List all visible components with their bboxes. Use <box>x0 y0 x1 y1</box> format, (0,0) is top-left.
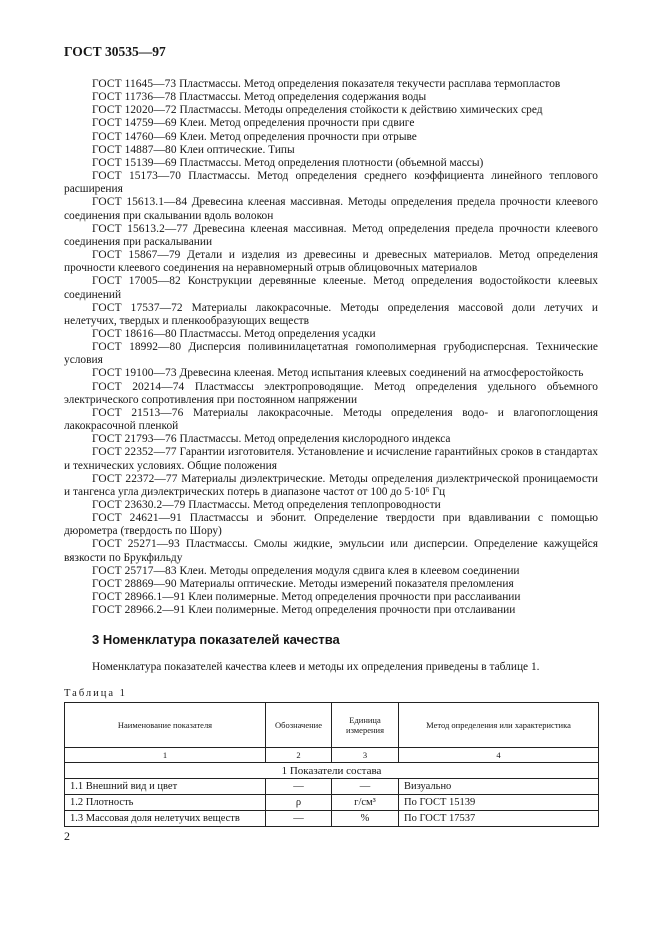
reference-item: ГОСТ 28966.1—91 Клеи полимерные. Метод определения прочности при расслаивании <box>92 591 521 604</box>
page-number: 2 <box>64 829 70 843</box>
cell-method: Визуально <box>399 779 599 795</box>
reference-item: ГОСТ 15173—70 Пластмассы. Метод определения среднего коэффициента линейного теплового расширения <box>64 170 598 196</box>
col-number: 2 <box>266 748 332 763</box>
cell-symbol: ρ <box>266 795 332 811</box>
reference-item: ГОСТ 22352—77 Гарантии изготовителя. Установление и исчисление гарантийных сроков в стандартах и технических условиях. Общие положения <box>64 446 598 472</box>
reference-item: ГОСТ 25717—83 Клеи. Методы определения модуля сдвига клея в клеевом соединении <box>92 564 520 577</box>
reference-item: ГОСТ 24621—91 Пластмассы и эбонит. Определение твердости при вдавливании с помощью дюрометра (твердость по Шору) <box>64 512 598 538</box>
col-number: 4 <box>399 748 599 763</box>
reference-item: ГОСТ 14760—69 Клеи. Метод определения прочности при отрыве <box>92 130 417 143</box>
reference-item: ГОСТ 18992—80 Дисперсия поливинилацетатная гомополимерная грубодисперсная. Технические условия <box>64 341 598 367</box>
cell-unit: г/см³ <box>332 795 399 811</box>
table-row <box>65 811 599 827</box>
col-header-unit: Единица измерения <box>332 703 399 748</box>
reference-item: ГОСТ 20214—74 Пластмассы электропроводящие. Метод определения удельного объемного электрического сопротивления при постоянном напряжении <box>64 380 598 406</box>
reference-item: ГОСТ 11645—73 Пластмассы. Метод определения показателя текучести расплава термопластов <box>92 78 561 90</box>
reference-item: ГОСТ 28869—90 Материалы оптические. Методы измерений показателя преломления <box>92 577 514 590</box>
reference-item: ГОСТ 15139—69 Пластмассы. Метод определения плотности (объемной массы) <box>92 156 484 169</box>
reference-item: ГОСТ 11736—78 Пластмассы. Метод определения содержания воды <box>92 91 427 104</box>
reference-item: ГОСТ 15613.2—77 Древесина клееная массивная. Метод определения предела прочности клеевого соединения при раскалывании <box>64 222 598 248</box>
reference-item: ГОСТ 28966.2—91 Клеи полимерные. Метод определения прочности при отслаивании <box>92 604 516 617</box>
col-header-method: Метод определения или характеристика <box>399 703 599 748</box>
reference-item: ГОСТ 21513—76 Материалы лакокрасочные. Методы определения водо- и влагопоглощения лакокрасочной пленкой <box>64 406 599 433</box>
table-header-row <box>65 703 599 748</box>
cell-name: 1.1 Внешний вид и цвет <box>65 779 266 795</box>
document-header: ГОСТ 30535—97 <box>64 44 166 59</box>
col-header-symbol: Обозначение <box>266 703 332 748</box>
cell-method: По ГОСТ 17537 <box>399 811 599 827</box>
cell-symbol: — <box>266 811 332 827</box>
references-list <box>64 78 598 617</box>
group-title: 1 Показатели состава <box>65 763 599 779</box>
reference-item: ГОСТ 15613.1—84 Древесина клееная массивная. Методы определения предела прочности клеевого соединения при скалывании вдоль волокон <box>64 196 598 222</box>
cell-unit: % <box>332 811 399 827</box>
reference-item: ГОСТ 25271—93 Пластмассы. Смолы жидкие, эмульсии или дисперсии. Определение кажущейся вязкости по Брукфильду <box>64 538 598 564</box>
col-number: 3 <box>332 748 399 763</box>
table-row <box>65 779 599 795</box>
section-intro: Номенклатура показателей качества клеев и методы их определения приведены в таблице 1. <box>92 661 540 673</box>
cell-unit: — <box>332 779 399 795</box>
cell-name: 1.3 Массовая доля нелетучих веществ <box>65 811 266 827</box>
reference-item: ГОСТ 21793—76 Пластмассы. Метод определения кислородного индекса <box>92 433 451 446</box>
reference-item: ГОСТ 17537—72 Материалы лакокрасочные. Методы определения массовой доли летучих и нелетучих, твердых и пленкообразующих веществ <box>64 301 598 327</box>
reference-item: ГОСТ 15867—79 Детали и изделия из древесины и древесных материалов. Метод определения прочности клеевого соединения на неравномерный отрыв облицовочных материалов <box>64 249 598 275</box>
reference-item: ГОСТ 22372—77 Материалы диэлектрические. Методы определения диэлектрической проницаемости и тангенса угла диэлектрических потерь в диапазоне частот от 100 до 5·10⁶ Гц <box>64 472 598 498</box>
reference-item: ГОСТ 23630.2—79 Пластмассы. Метод определения теплопроводности <box>92 499 441 511</box>
cell-symbol: — <box>266 779 332 795</box>
reference-item: ГОСТ 19100—73 Древесина клееная. Метод испытания клеевых соединений на атмосферостойкость <box>92 367 584 380</box>
reference-item: ГОСТ 12020—72 Пластмассы. Методы определения стойкости к действию химических сред <box>92 104 543 117</box>
table-caption: Таблица 1 <box>64 688 127 699</box>
col-number: 1 <box>65 748 266 763</box>
group-row <box>65 763 599 779</box>
col-header-name: Наименование показателя <box>65 703 266 748</box>
reference-item: ГОСТ 14887—80 Клеи оптические. Типы <box>92 143 295 156</box>
quality-table <box>64 702 599 827</box>
table-row <box>65 795 599 811</box>
reference-item: ГОСТ 18616—80 Пластмассы. Метод определения усадки <box>92 327 376 340</box>
reference-item: ГОСТ 14759—69 Клеи. Метод определения прочности при сдвиге <box>92 117 415 130</box>
cell-name: 1.2 Плотность <box>65 795 266 811</box>
column-number-row <box>65 748 599 763</box>
reference-item: ГОСТ 17005—82 Конструкции деревянные клееные. Метод определения водостойкости клеевых соединений <box>64 275 598 301</box>
cell-method: По ГОСТ 15139 <box>399 795 599 811</box>
section-heading: 3 Номенклатура показателей качества <box>92 632 340 647</box>
